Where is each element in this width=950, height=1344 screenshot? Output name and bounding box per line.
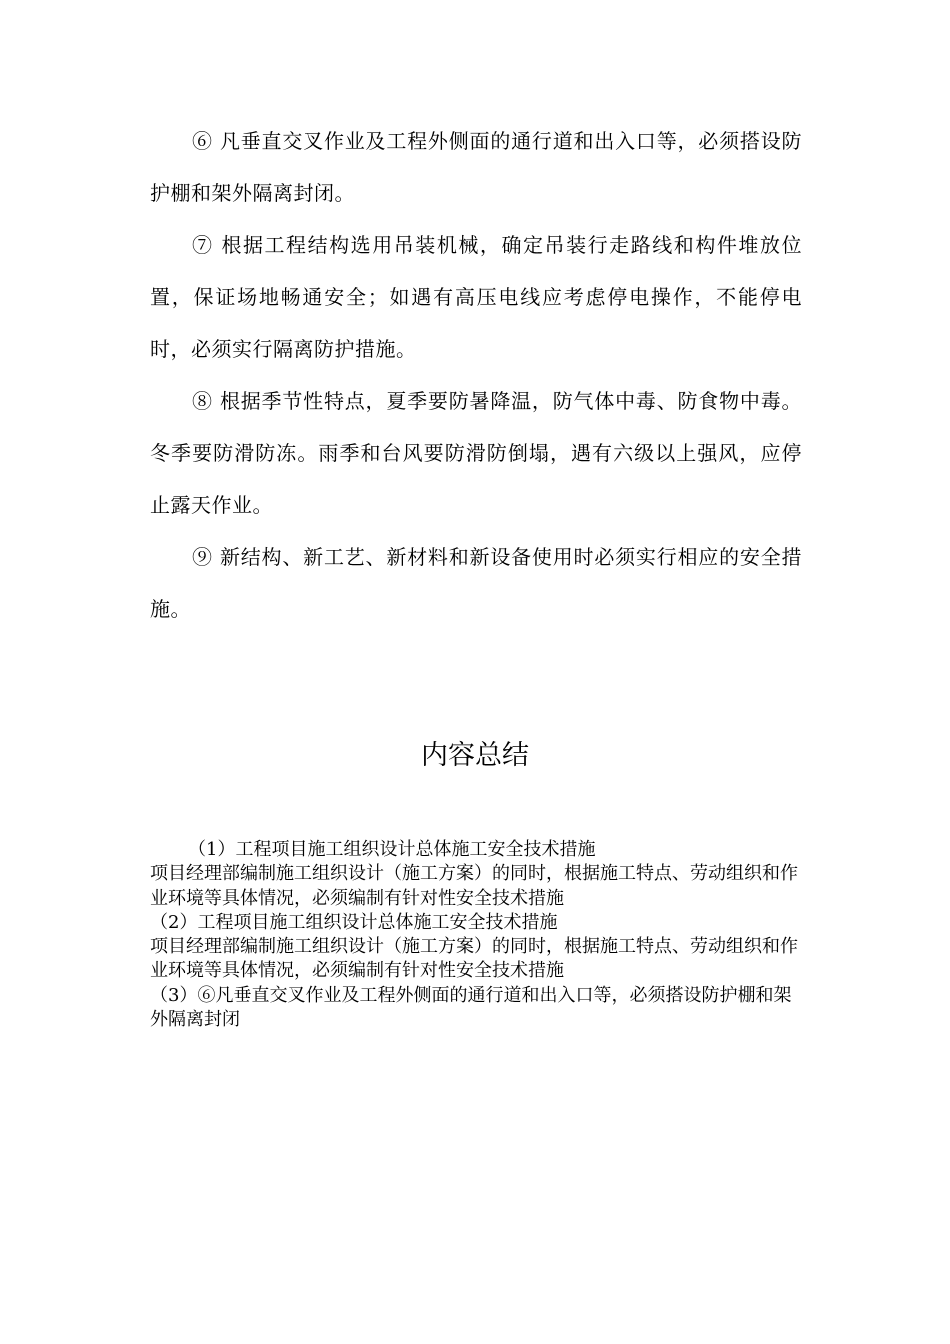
paragraph-item-9: ⑨ 新结构、新工艺、新材料和新设备使用时必须实行相应的安全措施。 [150, 545, 802, 621]
paragraph-item-6: ⑥ 凡垂直交叉作业及工程外侧面的通行道和出入口等，必须搭设防护棚和架外隔离封闭。 [150, 129, 802, 205]
summary-line-4: 项目经理部编制施工组织设计（施工方案）的同时，根据施工特点、劳动组织和作业环境等具体情况，必须编制有针对性安全技术措施 [150, 936, 798, 982]
summary-line-5: （3）⑥凡垂直交叉作业及工程外侧面的通行道和出入口等，必须搭设防护棚和架外隔离封闭 [150, 984, 792, 1031]
summary-line-1: （1）工程项目施工组织设计总体施工安全技术措施 [188, 839, 596, 860]
summary-line-2: 项目经理部编制施工组织设计（施工方案）的同时，根据施工特点、劳动组织和作业环境等具体情况，必须编制有针对性安全技术措施 [150, 863, 798, 909]
paragraph-item-7: ⑦ 根据工程结构选用吊装机械，确定吊装行走路线和构件堆放位置，保证场地畅通安全；如遇有高压电线应考虑停电操作，不能停电时，必须实行隔离防护措施。 [150, 233, 802, 361]
summary-title: 内容总结 [421, 740, 529, 771]
paragraph-item-8: ⑧ 根据季节性特点，夏季要防暑降温，防气体中毒、防食物中毒。冬季要防滑防冻。雨季和台风要防滑防倒塌，遇有六级以上强风，应停止露天作业。 [150, 389, 802, 517]
body-text [150, 115, 802, 635]
summary-line-3: （2）工程项目施工组织设计总体施工安全技术措施 [150, 911, 558, 933]
summary-content [150, 838, 798, 1032]
